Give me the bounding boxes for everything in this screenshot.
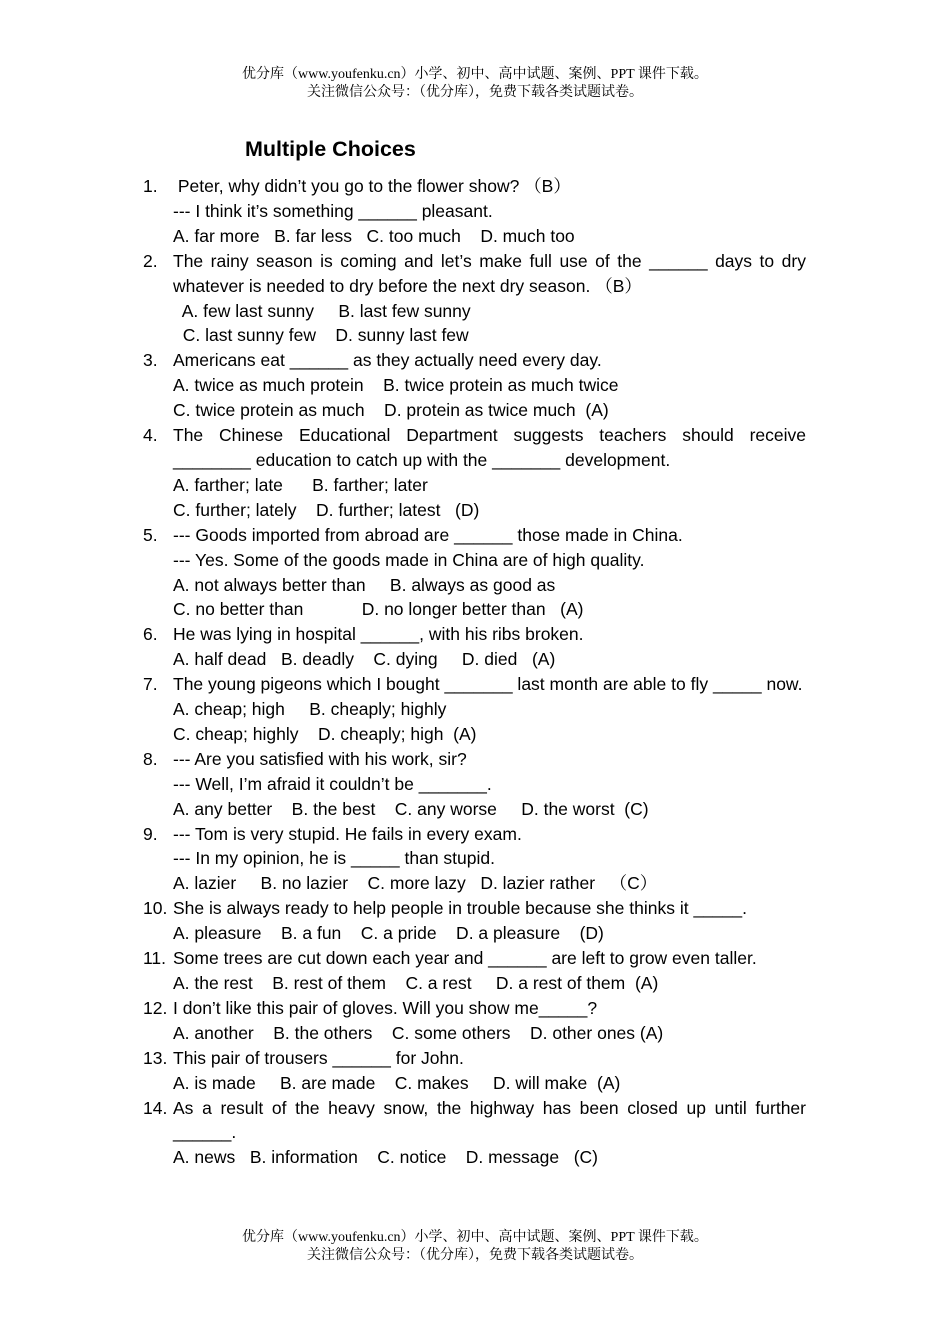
question-line: A. news B. information C. notice D. message (C)	[173, 1147, 599, 1168]
question-text: As a result of the heavy snow, the highway has been closed up until further ______.	[173, 1097, 806, 1143]
question-line: A. twice as much protein B. twice protein as much twice	[173, 375, 619, 396]
question-item	[143, 249, 806, 349]
question-text: She is always ready to help people in trouble because she thinks it _____.	[173, 898, 747, 919]
question-line: A. cheap; high B. cheaply; highly	[173, 699, 447, 720]
question-number: 12.	[143, 997, 168, 1018]
question-number: 6.	[143, 624, 158, 645]
question-number: 1.	[143, 176, 158, 196]
question-text: Peter, why didn’t you go to the flower show? （B）	[173, 176, 571, 196]
question-item	[143, 672, 806, 747]
question-body	[173, 348, 806, 423]
question-line: A. few last sunny B. last few sunny	[173, 300, 471, 321]
question-body	[173, 1046, 806, 1096]
question-line: C. last sunny few D. sunny last few	[173, 325, 469, 346]
question-line: --- In my opinion, he is _____ than stupid.	[173, 848, 495, 869]
question-body	[173, 523, 806, 623]
question-body	[173, 622, 806, 672]
question-line: C. twice protein as much D. protein as twice much (A)	[173, 400, 609, 421]
question-number: 4.	[143, 425, 158, 446]
question-item	[143, 348, 806, 423]
question-body	[173, 174, 806, 249]
question-item	[143, 1046, 806, 1096]
question-item	[143, 822, 806, 897]
page-header	[0, 66, 950, 102]
question-text: --- Goods imported from abroad are ______ those made in China.	[173, 524, 683, 545]
question-body	[173, 747, 806, 822]
question-body	[173, 672, 806, 747]
page-footer	[0, 1229, 950, 1265]
question-line: A. farther; late B. farther; later	[173, 474, 428, 495]
question-text: The rainy season is coming and let’s make full use of the ______ days to dry whatever is needed to dry before the next dry season. （B）	[173, 250, 806, 296]
question-body	[173, 946, 806, 996]
question-item	[143, 423, 806, 523]
question-line: C. further; lately D. further; latest (D)	[173, 499, 480, 520]
question-text: Americans eat ______ as they actually need every day.	[173, 350, 602, 371]
question-item	[143, 523, 806, 623]
question-item	[143, 622, 806, 672]
question-number: 11.	[143, 948, 167, 969]
question-number: 9.	[143, 823, 158, 844]
question-line: A. not always better than B. always as good as	[173, 574, 556, 595]
question-text: --- Tom is very stupid. He fails in every exam.	[173, 823, 522, 844]
question-item	[143, 747, 806, 822]
question-number: 7.	[143, 674, 158, 695]
question-line: --- I think it’s something ______ pleasant.	[173, 200, 493, 221]
question-number: 8.	[143, 748, 158, 769]
footer-line-1: 优分库（www.youfenku.cn）小学、初中、高中试题、案例、PPT 课件下载。	[242, 1230, 708, 1245]
question-body	[173, 249, 806, 349]
header-line-1: 优分库（www.youfenku.cn）小学、初中、高中试题、案例、PPT 课件下载。	[242, 67, 708, 82]
question-line: A. any better B. the best C. any worse D. the worst (C)	[173, 798, 649, 819]
question-text: The young pigeons which I bought _______ last month are able to fly _____ now.	[173, 674, 803, 695]
question-text: This pair of trousers ______ for John.	[173, 1047, 464, 1068]
question-line: A. is made B. are made C. makes D. will make (A)	[173, 1072, 621, 1093]
question-line: A. lazier B. no lazier C. more lazy D. lazier rather （C）	[173, 873, 658, 894]
question-number: 5.	[143, 524, 158, 545]
header-line-2: 关注微信公众号：（优分库），免费下载各类试题试卷。	[307, 85, 643, 100]
question-body	[173, 996, 806, 1046]
question-line: --- Well, I’m afraid it couldn’t be _______.	[173, 773, 492, 794]
question-item	[143, 174, 806, 249]
question-line: A. pleasure B. a fun C. a pride D. a pleasure (D)	[173, 923, 604, 944]
question-body	[173, 423, 806, 523]
question-text: The Chinese Educational Department suggests teachers should receive ________ education to catch up with the _______ development.	[173, 425, 806, 470]
page-title: Multiple Choices	[245, 137, 416, 161]
question-line: A. the rest B. rest of them C. a rest D. a rest of them (A)	[173, 973, 659, 993]
question-text: --- Are you satisfied with his work, sir?	[173, 748, 467, 769]
question-text: I don’t like this pair of gloves. Will you show me_____?	[173, 997, 598, 1018]
question-body	[173, 1096, 806, 1171]
question-line: C. cheap; highly D. cheaply; high (A)	[173, 723, 477, 744]
question-text: He was lying in hospital ______, with his ribs broken.	[173, 624, 584, 645]
question-number: 14.	[143, 1097, 168, 1118]
question-number: 10.	[143, 898, 168, 919]
question-number: 3.	[143, 350, 158, 371]
question-number: 13.	[143, 1047, 168, 1068]
question-item	[143, 946, 806, 996]
question-item	[143, 996, 806, 1046]
question-line: --- Yes. Some of the goods made in China are of high quality.	[173, 549, 645, 570]
question-item	[143, 896, 806, 946]
question-line: A. half dead B. deadly C. dying D. died (A)	[173, 649, 556, 670]
question-text: Some trees are cut down each year and ______ are left to grow even taller.	[173, 948, 757, 969]
question-line: C. no better than D. no longer better than (A)	[173, 599, 584, 620]
footer-line-2: 关注微信公众号：（优分库），免费下载各类试题试卷。	[307, 1248, 643, 1263]
question-line: A. far more B. far less C. too much D. much too	[173, 225, 575, 246]
question-body	[173, 822, 806, 897]
question-line: A. another B. the others C. some others D. other ones (A)	[173, 1022, 664, 1043]
question-list	[143, 174, 806, 1170]
question-body	[173, 896, 806, 946]
question-item	[143, 1096, 806, 1171]
question-number: 2.	[143, 250, 158, 271]
